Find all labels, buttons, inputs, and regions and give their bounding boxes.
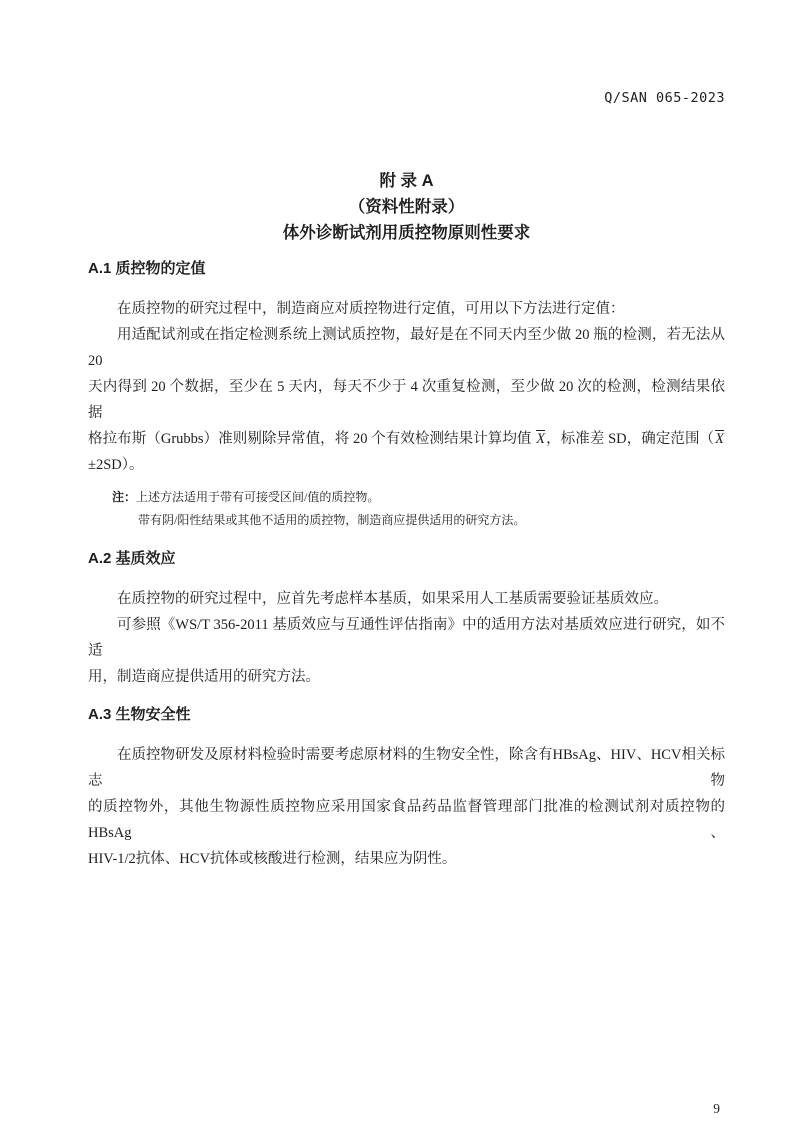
- appendix-type: （资料性附录）: [348, 198, 465, 216]
- note-label: 注：: [112, 490, 137, 504]
- note-line: 带有阴/阳性结果或其他不适用的质控物，制造商应提供适用的研究方法。: [138, 513, 526, 527]
- section-a2: [88, 548, 725, 690]
- mean-xbar-symbol: $\overline{X}$: [536, 431, 546, 447]
- appendix-label: 附 录 A: [379, 172, 434, 190]
- paragraph-text: ，标准差 SD，确定范围（: [546, 431, 715, 447]
- paragraph-line: [88, 426, 725, 452]
- mean-xbar-symbol: $\overline{X}$: [715, 431, 724, 447]
- section-a3: [88, 704, 725, 872]
- paragraph-line: 用适配试剂或在指定检测系统上测试质控物，最好是在不同天内至少做 20 瓶的检测，若无法从 20: [88, 327, 725, 369]
- page-number: 9: [713, 1101, 720, 1116]
- paragraph-line: HIV-1/2抗体、HCV抗体或核酸进行检测，结果应为阴性。: [88, 851, 457, 867]
- appendix-name: 体外诊断试剂用质控物原则性要求: [282, 224, 531, 242]
- section-a1-heading: A.1 质控物的定值: [88, 260, 206, 277]
- section-a1: [88, 258, 725, 532]
- note-text: 上述方法适用于带有可接受区间/值的质控物。: [136, 490, 380, 504]
- section-a2-heading: A.2 基质效应: [88, 550, 176, 567]
- paragraph-text: 格拉布斯（Grubbs）准则剔除异常值，将 20 个有效检测结果计算均值: [88, 431, 536, 447]
- document-code: Q/SAN 065-2023: [604, 90, 725, 106]
- paragraph-line: 在质控物的研究过程中，应首先考虑样本基质，如果采用人工基质需要验证基质效应。: [117, 591, 668, 607]
- appendix-title-block: [88, 168, 725, 246]
- section-a3-heading: A.3 生物安全性: [88, 706, 191, 723]
- note-block: [88, 486, 725, 532]
- paragraph-line: 可参照《WS/T 356-2011 基质效应与互通性评估指南》中的适用方法对基质效应进行研究，如不适: [88, 617, 725, 659]
- paragraph-line: 在质控物研发及原材料检验时需要考虑原材料的生物安全性，除含有HBsAg、HIV、HCV相关标志物: [88, 747, 725, 789]
- note-line: [88, 486, 725, 509]
- paragraph-line: ±2SD）。: [88, 457, 144, 473]
- paragraph-line: 天内得到 20 个数据，至少在 5 天内，每天不少于 4 次重复检测，至少做 20 次的检测，检测结果依据: [88, 379, 725, 421]
- paragraph-line: 在质控物的研究过程中，制造商应对质控物进行定值，可用以下方法进行定值：: [117, 301, 625, 317]
- paragraph-line: 用，制造商应提供适用的研究方法。: [88, 669, 320, 685]
- paragraph-line: 的质控物外，其他生物源性质控物应采用国家食品药品监督管理部门批准的检测试剂对质控物的HBsAg、: [88, 799, 725, 841]
